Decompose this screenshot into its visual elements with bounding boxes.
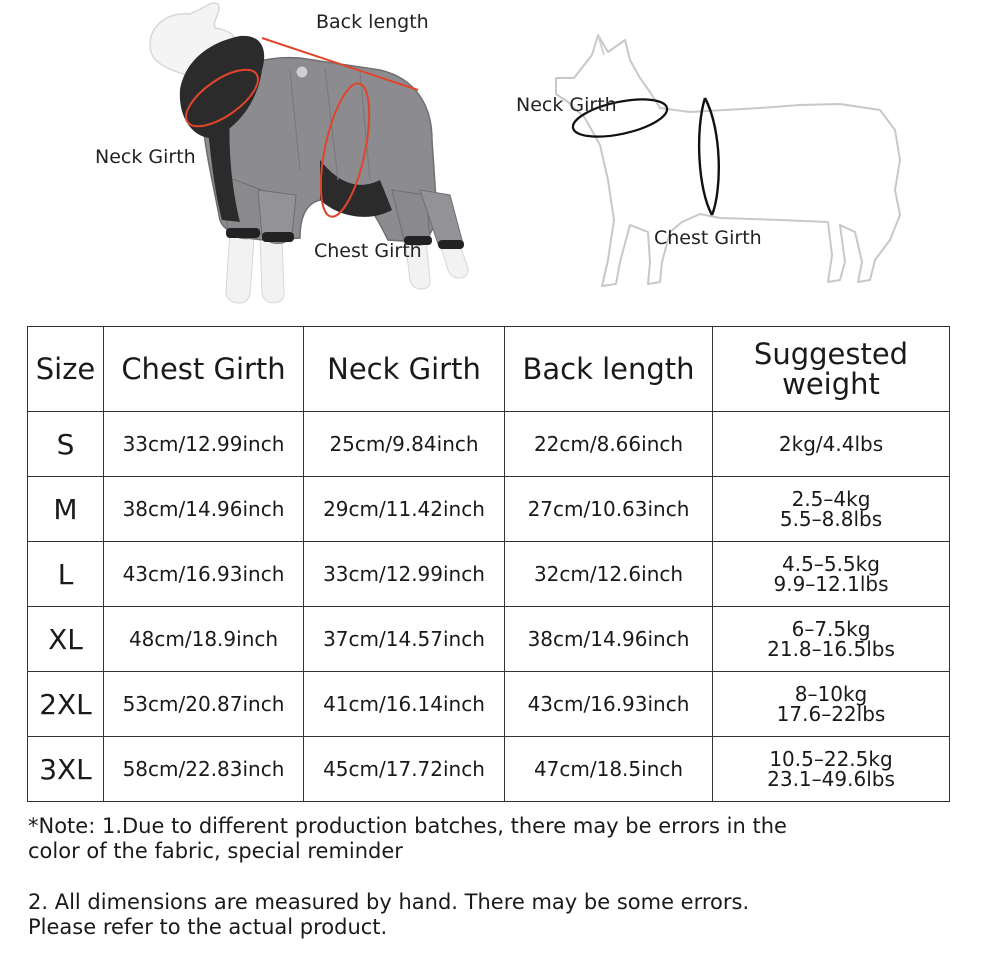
table-row [28,672,950,737]
chest-girth-label: Chest Girth [314,240,422,262]
neck-cell: 29cm/11.42inch [304,477,505,542]
weight-kg: 2.5–4kg [791,487,871,511]
note-measurement [28,890,968,940]
weight-cell [713,737,950,802]
table-row [28,542,950,607]
table-row [28,412,950,477]
header-weight-line1: Suggested [753,337,909,371]
weight-cell [713,607,950,672]
neck-cell: 25cm/9.84inch [304,412,505,477]
header-neck-girth: Neck Girth [304,327,505,412]
back-cell: 43cm/16.93inch [505,672,713,737]
note2-line1: 2. All dimensions are measured by hand. There may be some errors. [28,890,750,914]
neck-cell: 33cm/12.99inch [304,542,505,607]
header-chest-girth: Chest Girth [104,327,304,412]
back-length-label: Back length [316,11,429,33]
weight-lbs: 21.8–16.5lbs [767,637,895,661]
header-suggested-weight [713,327,950,412]
weight-lbs: 23.1–49.6lbs [767,767,895,791]
size-cell: L [28,542,104,607]
back-cell: 38cm/14.96inch [505,607,713,672]
header-size: Size [28,327,104,412]
back-cell: 47cm/18.5inch [505,737,713,802]
back-cell: 27cm/10.63inch [505,477,713,542]
neck-cell: 37cm/14.57inch [304,607,505,672]
note1-line1: *Note: 1.Due to different production batches, there may be errors in the [28,814,787,838]
weight-lbs: 9.9–12.1lbs [773,572,889,596]
size-cell: S [28,412,104,477]
size-cell: M [28,477,104,542]
chest-cell: 48cm/18.9inch [104,607,304,672]
header-back-length: Back length [505,327,713,412]
neck-cell: 45cm/17.72inch [304,737,505,802]
size-cell: XL [28,607,104,672]
chest-cell: 33cm/12.99inch [104,412,304,477]
chest-girth-line-outline [699,98,712,215]
outline-chest-girth-label: Chest Girth [654,227,762,249]
note2-line2: Please refer to the actual product. [28,915,388,939]
back-cell: 22cm/8.66inch [505,412,713,477]
measurement-diagram [0,0,988,320]
chest-cell: 43cm/16.93inch [104,542,304,607]
outline-neck-girth-label: Neck Girth [516,94,617,116]
size-chart-table [27,326,950,802]
header-weight-line2: weight [782,367,880,401]
chest-cell: 38cm/14.96inch [104,477,304,542]
weight-kg: 6–7.5kg [791,617,871,641]
neck-girth-label: Neck Girth [95,146,196,168]
weight-lbs: 17.6–22lbs [776,702,886,726]
chest-cell: 53cm/20.87inch [104,672,304,737]
weight-lbs: 5.5–8.8lbs [779,507,883,531]
weight-cell [713,477,950,542]
table-row [28,737,950,802]
table-header-row [28,327,950,412]
table-row [28,607,950,672]
weight-kg: 4.5–5.5kg [782,552,880,576]
table-row [28,477,950,542]
weight-kg: 8–10kg [794,682,868,706]
weight-cell [713,672,950,737]
note1-line2: color of the fabric, special reminder [28,839,403,863]
chest-cell: 58cm/22.83inch [104,737,304,802]
neck-cell: 41cm/16.14inch [304,672,505,737]
weight-kg: 2kg/4.4lbs [778,432,884,456]
back-cell: 32cm/12.6inch [505,542,713,607]
weight-kg: 10.5–22.5kg [769,747,893,771]
size-cell: 2XL [28,672,104,737]
weight-cell [713,412,950,477]
weight-cell [713,542,950,607]
size-cell: 3XL [28,737,104,802]
note-fabric-color [28,814,968,864]
